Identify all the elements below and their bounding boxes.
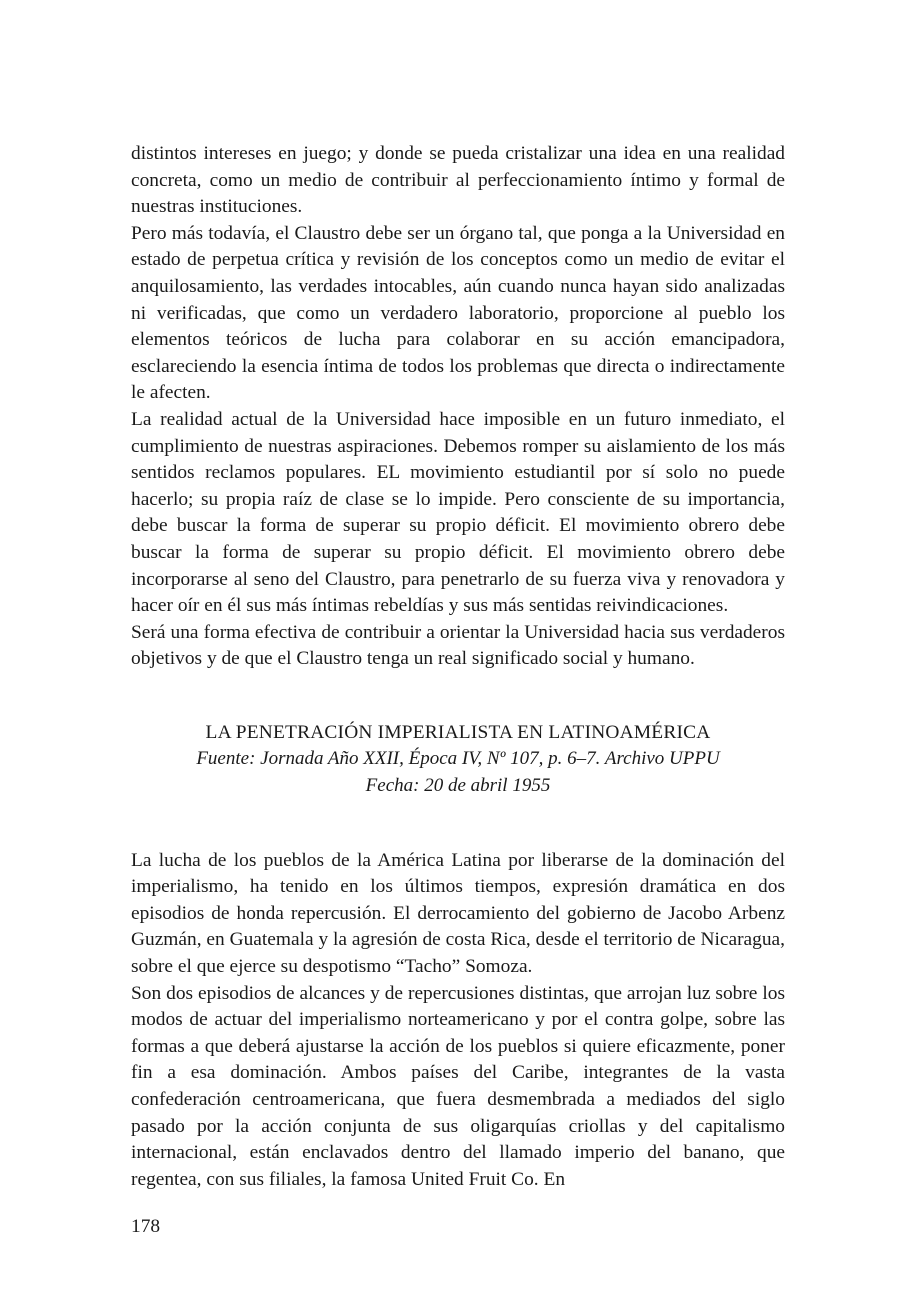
paragraph: Pero más todavía, el Claustro debe ser un órgano tal, que ponga a la Universidad en estado de perpetua crítica y revisión de los conceptos como un medio de evitar el anquilosamiento, las verdades intocables, aún cuando nunca hayan sido analizadas ni verificadas, que como un verdadero laboratorio, proporcione al pueblo los elementos teóricos de lucha para colaborar en su acción emancipadora, esclareciendo la esencia íntima de todos los problemas que directa o indirectamente le afecten. [131, 222, 785, 404]
paragraph: Son dos episodios de alcances y de repercusiones distintas, que arrojan luz sobre los modos de actuar del imperialismo norteamericano y por el contra golpe, sobre las formas a que deberá ajustarse la acción de los pueblos si quiere eficazmente, poner fin a esa dominación. Ambos países del Caribe, integrantes de la vasta confederación centroamericana, que fuera desmembrada a mediados del siglo pasado por la acción conjunta de sus oligarquías criollas y del capitalismo internacional, están enclavados dentro del llamado imperio del banano, que regentea, con sus filiales, la famosa United Fruit Co. En [131, 982, 785, 1190]
page-body [131, 141, 785, 1193]
paragraph: La lucha de los pueblos de la América Latina por liberarse de la dominación del imperialismo, ha tenido en los últimos tiempos, expresión dramática en dos episodios de honda repercusión. El derrocamiento del gobierno de Jacobo Arbenz Guzmán, en Guatemala y la agresión de costa Rica, desde el territorio de Nicaragua, sobre el que ejerce su despotismo “Tacho” Somoza. [131, 849, 785, 978]
paragraph: distintos intereses en juego; y donde se pueda cristalizar una idea en una realidad concreta, como un medio de contribuir al perfeccionamiento íntimo y formal de nuestras instituciones. [131, 143, 785, 218]
paragraph: Será una forma efectiva de contribuir a orientar la Universidad hacia sus verdaderos objetivos y de que el Claustro tenga un real significado social y humano. [131, 621, 785, 670]
section-title: LA PENETRACIÓN IMPERIALISTA EN LATINOAMÉRICA [205, 721, 711, 743]
page-number: 178 [131, 1216, 161, 1237]
section-text-block [131, 848, 785, 1194]
top-text-block [131, 141, 785, 673]
section-date: Fecha: 20 de abril 1955 [365, 775, 551, 797]
section-source: Fuente: Jornada Año XXII, Época IV, Nº 107, p. 6–7. Archivo UPPU [196, 748, 720, 770]
paragraph: La realidad actual de la Universidad hace imposible en un futuro inmediato, el cumplimiento de nuestras aspiraciones. Debemos romper su aislamiento de los más sentidos reclamos populares. EL movimiento estudiantil por sí solo no puede hacerlo; su propia raíz de clase se lo impide. Pero consciente de su importancia, debe buscar la forma de superar su propio déficit. El movimiento obrero debe buscar la forma de superar su propio déficit. El movimiento obrero debe incorporarse al seno del Claustro, para penetrarlo de su fuerza viva y renovadora y hacer oír en él sus más íntimas rebeldías y sus más sentidas reivindicaciones. [131, 408, 785, 617]
section-heading [131, 720, 785, 800]
